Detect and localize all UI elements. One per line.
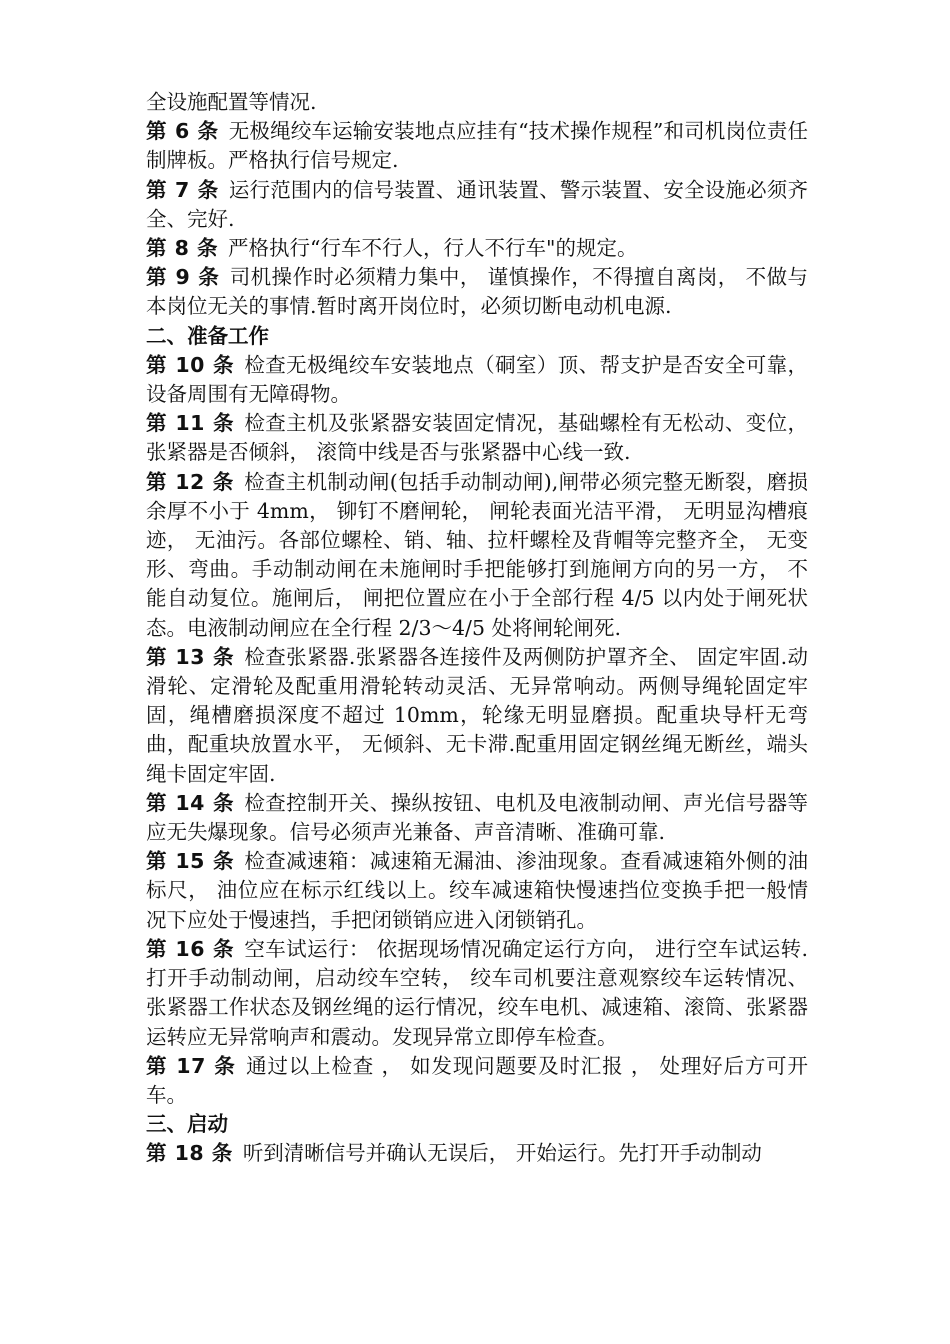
article-text: 严格执行“行车不行人，行人不行车"的规定。 bbox=[228, 236, 638, 261]
article-paragraph bbox=[146, 351, 808, 409]
article-paragraph bbox=[146, 935, 808, 1052]
article-number: 第 18 条 bbox=[146, 1141, 233, 1166]
article-paragraph bbox=[146, 789, 808, 847]
article-text: 检查减速箱：减速箱无漏油、渗油现象。查看减速箱外侧的油标尺， 油位应在标示红线以上。绞车减速箱快慢速挡位变换手把一般情况下应处于慢速挡，手把闭锁销应进入闭锁销孔。 bbox=[146, 849, 809, 932]
article-number: 第 11 条 bbox=[146, 411, 235, 436]
article-text: 司机操作时必须精力集中， 谨慎操作，不得擅自离岗， 不做与本岗位无关的事情.暂时离开岗位时，必须切断电动机电源. bbox=[146, 265, 808, 319]
document-page bbox=[146, 88, 808, 1169]
continuation-text: 全设施配置等情况. bbox=[146, 90, 317, 114]
article-number: 第 17 条 bbox=[146, 1053, 237, 1078]
article-paragraph bbox=[146, 1052, 808, 1110]
article-paragraph bbox=[146, 847, 808, 935]
article-number: 第 10 条 bbox=[146, 352, 235, 377]
article-text: 听到清晰信号并确认无误后， 开始运行。先打开手动制动 bbox=[242, 1141, 762, 1166]
section-heading: 二、准备工作 bbox=[146, 323, 269, 348]
article-number: 第 12 条 bbox=[146, 469, 235, 494]
article-text: 空车试运行： 依据现场情况确定运行方向， 进行空车试运转.打开手动制动闸，启动绞车空转， 绞车司机要注意观察绞车运转情况、张紧器工作状态及钢丝绳的运行情况，绞车电机、减速箱、滚筒、张紧器运转应无异常响声和震动。发现异常立即停车检查。 bbox=[146, 936, 808, 1049]
article-paragraph bbox=[146, 263, 808, 321]
article-number: 第 6 条 bbox=[146, 119, 219, 144]
article-paragraph bbox=[146, 409, 808, 467]
article-paragraph bbox=[146, 643, 808, 789]
article-text: 检查控制开关、操纵按钮、电机及电液制动闸、声光信号器等应无失爆现象。信号必须声光兼备、声音清晰、准确可靠. bbox=[146, 790, 809, 845]
article-text: 检查无极绳绞车安装地点（硐室）顶、帮支护是否安全可靠，设备周围有无障碍物。 bbox=[146, 352, 809, 407]
article-paragraph bbox=[146, 234, 808, 263]
article-number: 第 14 条 bbox=[146, 790, 235, 815]
article-paragraph bbox=[146, 468, 808, 643]
article-text: 检查主机及张紧器安装固定情况，基础螺栓有无松动、变位， 张紧器是否倾斜， 滚筒中线是否与张紧器中心线一致. bbox=[146, 411, 809, 465]
document-body bbox=[146, 117, 808, 1168]
article-number: 第 9 条 bbox=[146, 265, 220, 290]
article-text: 运行范围内的信号装置、通讯装置、警示装置、安全设施必须齐全、完好. bbox=[146, 177, 808, 231]
article-text: 通过以上检查 ， 如发现问题要及时汇报 ， 处理好后方可开车。 bbox=[146, 1053, 808, 1107]
article-paragraph bbox=[146, 1139, 808, 1168]
article-text: 检查张紧器.张紧器各连接件及两侧防护罩齐全、 固定牢固.动滑轮、定滑轮及配重用滑轮转动灵活、无异常响动。两侧导绳轮固定牢固，绳槽磨损深度不超过 10mm，轮缘无明显磨损。配重块导杆无弯曲，配重块放置水平， 无倾斜、无卡滞.配重用固定钢丝绳无断丝，端头绳卡固定牢固. bbox=[146, 644, 808, 786]
article-text: 无极绳绞车运输安装地点应挂有“技术操作规程”和司机岗位责任制牌板。严格执行信号规定. bbox=[146, 119, 808, 173]
article-number: 第 15 条 bbox=[146, 849, 235, 874]
article-number: 第 7 条 bbox=[146, 177, 219, 202]
article-number: 第 16 条 bbox=[146, 936, 235, 961]
article-number: 第 13 条 bbox=[146, 644, 235, 669]
article-number: 第 8 条 bbox=[146, 236, 219, 261]
article-paragraph bbox=[146, 117, 808, 175]
section-heading: 三、启动 bbox=[146, 1112, 228, 1137]
article-text: 检查主机制动闸(包括手动制动闸),闸带必须完整无断裂，磨损余厚不小于 4mm， 铆钉不磨闸轮， 闸轮表面光洁平滑， 无明显沟槽痕迹， 无油污。各部位螺栓、销、轴、拉杆螺栓及背帽等完整齐全， 无变形、弯曲。手动制动闸在未施闸时手把能够打到施闸方向的另一方， 不能自动复位。施闸后， 闸把位置应在小于全部行程 4/5 以内处于闸死状态。电液制动闸应在全行程 2/3～4/5 处将闸轮闸死. bbox=[146, 469, 808, 640]
article-paragraph bbox=[146, 176, 808, 234]
